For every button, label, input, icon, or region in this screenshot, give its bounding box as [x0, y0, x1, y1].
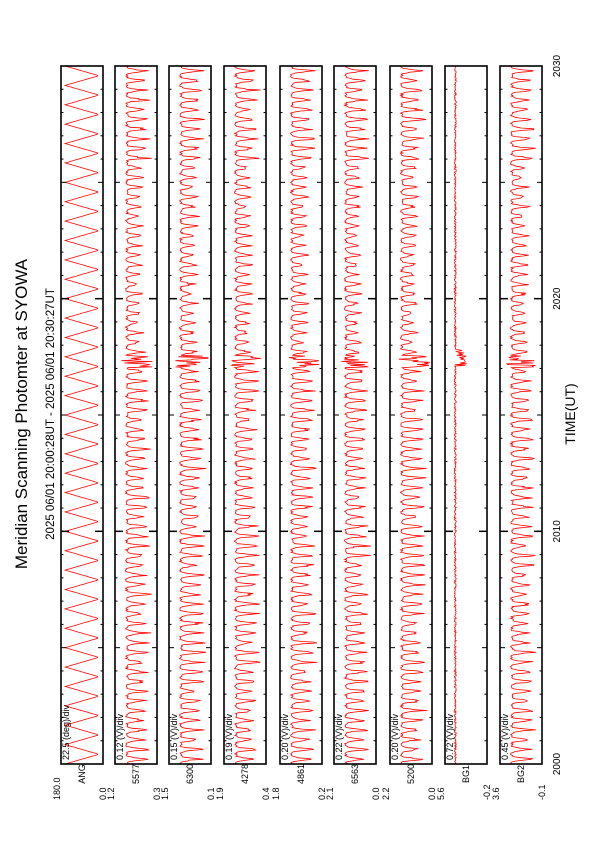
scale-label: 0.20 (V)/div	[280, 713, 290, 760]
panel-group	[52, 66, 547, 800]
panel-frame	[500, 66, 542, 764]
channel-name: 4861	[296, 763, 306, 785]
panel-ang	[52, 66, 108, 800]
axis-top-value: 180.0	[52, 777, 62, 800]
channel-name: ANG	[77, 764, 87, 784]
axis-bottom-value: 0.0	[98, 787, 108, 800]
scale-label: 22.5 (deg)/div	[61, 704, 71, 760]
axis-bottom-value: -0.1	[537, 784, 547, 800]
axis-top-value: 3.6	[491, 787, 501, 800]
panel-6563	[325, 66, 381, 800]
trace-5200	[399, 66, 430, 764]
panel-frame	[61, 66, 103, 764]
trace-6300	[175, 66, 208, 764]
axis-top-value: 5.6	[436, 787, 446, 800]
channel-name: BG1	[461, 764, 471, 784]
channel-name: 5577	[131, 763, 141, 785]
scale-label: 0.20 (V)/div	[390, 713, 400, 760]
axis-bottom-value: 0.2	[317, 787, 327, 800]
trace-4861	[289, 66, 319, 764]
axis-top-value: 2.1	[325, 787, 335, 800]
panel-frame	[390, 66, 432, 764]
panel-frame	[224, 66, 266, 764]
panel-frame	[115, 66, 157, 764]
axis-bottom-value: 0.3	[152, 787, 162, 800]
x-tick-label: 2020	[552, 287, 563, 310]
x-tick-label: 2030	[552, 54, 563, 78]
x-axis-label: TIME(UT)	[562, 383, 578, 445]
trace-bg2	[507, 66, 536, 764]
scale-label: 0.12 (V)/div	[115, 713, 125, 760]
axis-bottom-value: 0.0	[371, 787, 381, 800]
channel-name: 5200	[406, 763, 416, 785]
panel-5200	[381, 66, 437, 800]
trace-6563	[341, 66, 371, 764]
axis-bottom-value: 0.4	[261, 787, 271, 800]
axis-bottom-value: -0.2	[482, 784, 492, 800]
x-tick-label: 2000	[552, 752, 563, 776]
panel-frame	[445, 66, 487, 764]
scale-label: 0.19 (V)/div	[224, 713, 234, 760]
panel-6300	[160, 66, 216, 800]
panel-frame	[334, 66, 376, 764]
channel-name: 6563	[350, 763, 360, 785]
trace-5577	[121, 66, 152, 764]
axis-bottom-value: 0.1	[206, 787, 216, 800]
panel-4278	[215, 66, 271, 800]
panel-5577	[106, 66, 162, 800]
channel-name: 4278	[240, 763, 250, 785]
axis-top-value: 1.2	[106, 787, 116, 800]
panel-frame	[280, 66, 322, 764]
chart-title: Meridian Scanning Photomter at SYOWA	[12, 258, 31, 570]
time-range-label: 2025 06/01 20:00:28UT - 2025 06/01 20:30:27UT	[45, 288, 57, 540]
trace-4278	[232, 66, 262, 764]
axis-top-value: 2.2	[381, 787, 391, 800]
trace-ang	[65, 66, 97, 764]
scale-label: 0.15 (V)/div	[169, 713, 179, 760]
axis-top-value: 1.9	[215, 787, 225, 800]
axis-bottom-value: 0.0	[427, 787, 437, 800]
panel-4861	[271, 66, 327, 800]
panel-frame	[169, 66, 211, 764]
scale-label: 0.22 (V)/div	[334, 713, 344, 760]
channel-name: BG2	[516, 764, 526, 784]
scale-label: 0.72 (V)/div	[445, 713, 455, 760]
trace-bg1	[454, 66, 467, 764]
axis-top-value: 1.8	[271, 787, 281, 800]
channel-name: 6300	[185, 763, 195, 785]
x-tick-label: 2010	[552, 520, 563, 543]
panel-bg1	[436, 66, 492, 800]
axis-top-value: 1.5	[160, 787, 170, 800]
panel-bg2	[491, 66, 547, 800]
scale-label: 0.45 (V)/div	[500, 713, 510, 760]
